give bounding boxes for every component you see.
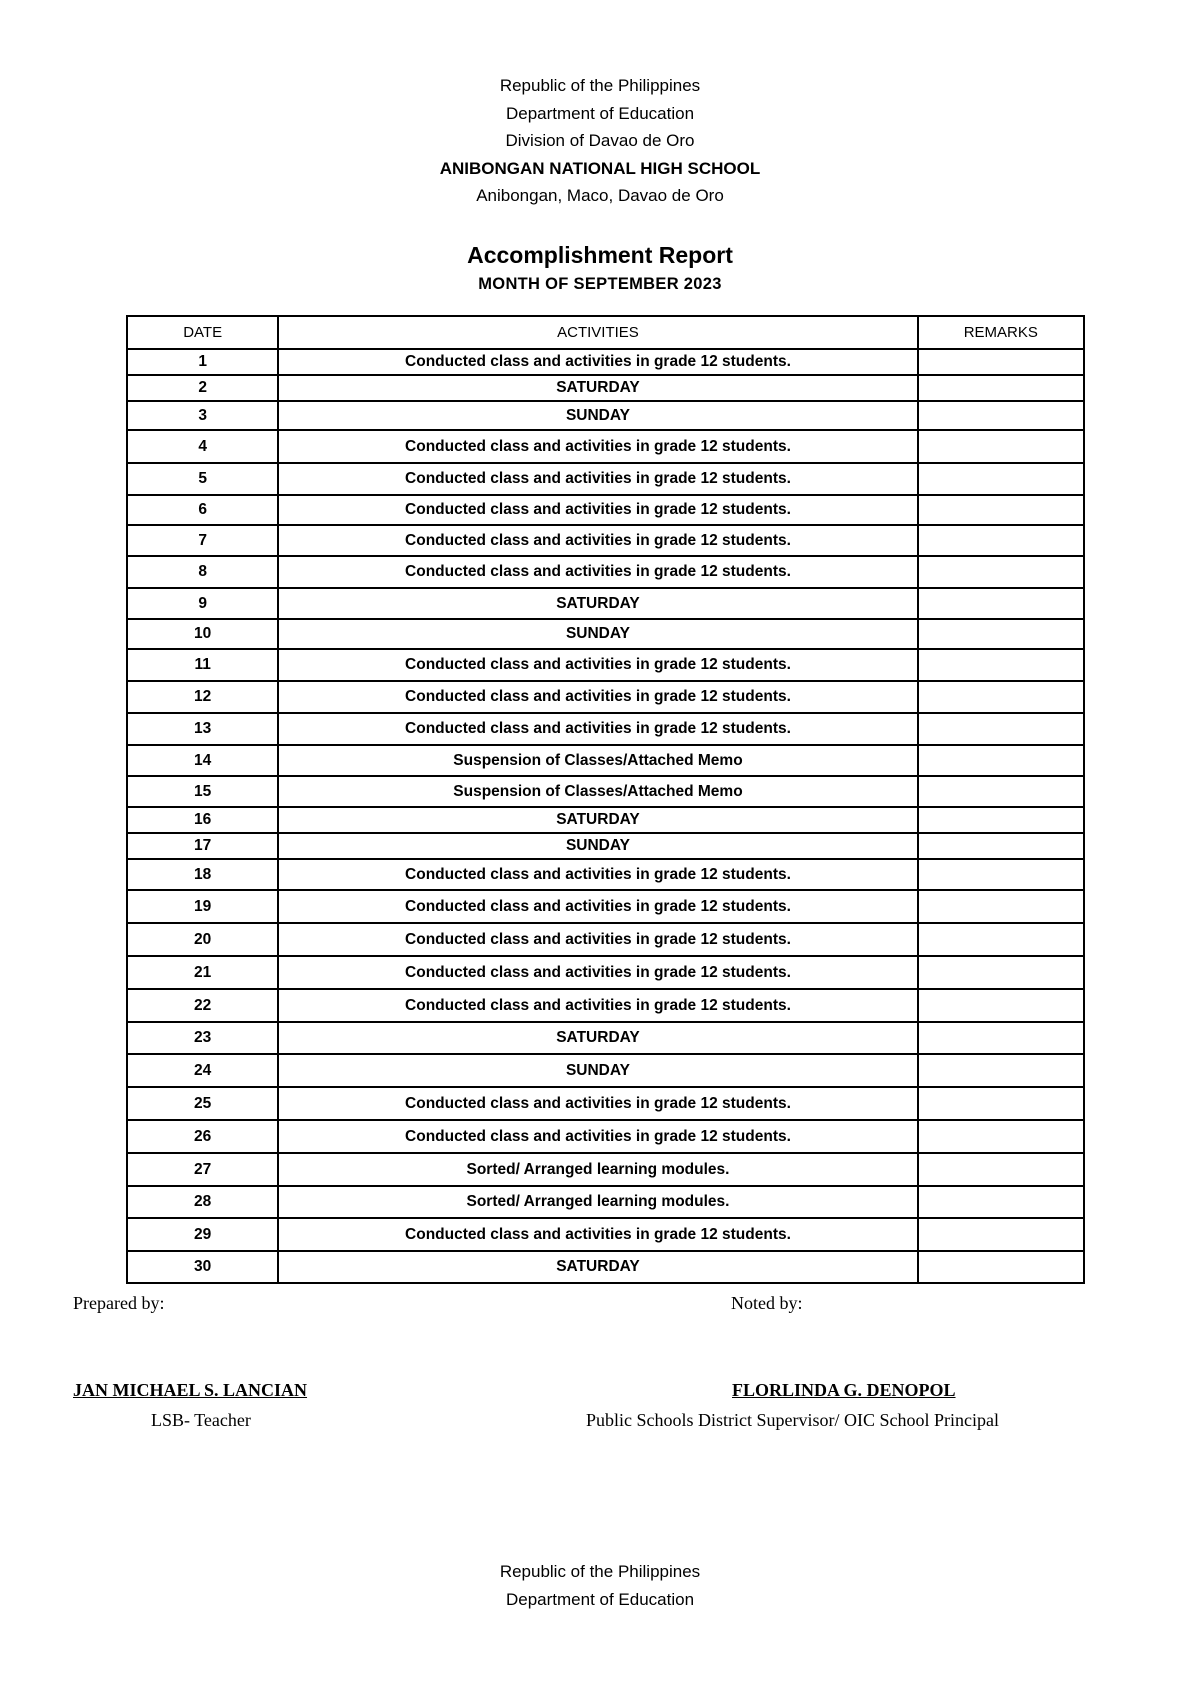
table-row bbox=[127, 1054, 1084, 1087]
cell-date: 28 bbox=[127, 1186, 278, 1218]
cell-date: 29 bbox=[127, 1218, 278, 1251]
cell-date: 11 bbox=[127, 649, 278, 681]
cell-date: 13 bbox=[127, 713, 278, 745]
cell-activity: Conducted class and activities in grade 12 students. bbox=[278, 1218, 917, 1251]
cell-remarks bbox=[918, 1251, 1084, 1283]
cell-activity: SATURDAY bbox=[278, 375, 917, 401]
report-title-block bbox=[0, 240, 1200, 296]
cell-date: 14 bbox=[127, 745, 278, 776]
table-row bbox=[127, 556, 1084, 588]
cell-remarks bbox=[918, 956, 1084, 989]
table-row bbox=[127, 495, 1084, 525]
table-row bbox=[127, 923, 1084, 956]
table-row bbox=[127, 745, 1084, 776]
footer-letterhead bbox=[0, 1558, 1200, 1613]
cell-remarks bbox=[918, 430, 1084, 463]
cell-activity: SATURDAY bbox=[278, 588, 917, 619]
table-row bbox=[127, 463, 1084, 495]
cell-date: 21 bbox=[127, 956, 278, 989]
cell-remarks bbox=[918, 495, 1084, 525]
cell-activity: SUNDAY bbox=[278, 401, 917, 430]
table-row bbox=[127, 833, 1084, 859]
table-body bbox=[127, 349, 1084, 1283]
cell-date: 30 bbox=[127, 1251, 278, 1283]
cell-activity: Conducted class and activities in grade 12 students. bbox=[278, 890, 917, 923]
cell-remarks bbox=[918, 349, 1084, 375]
cell-activity: Conducted class and activities in grade 12 students. bbox=[278, 713, 917, 745]
cell-date: 4 bbox=[127, 430, 278, 463]
table-row bbox=[127, 807, 1084, 833]
cell-activity: Conducted class and activities in grade 12 students. bbox=[278, 859, 917, 890]
cell-remarks bbox=[918, 713, 1084, 745]
table-row bbox=[127, 1186, 1084, 1218]
letterhead bbox=[0, 72, 1200, 210]
cell-remarks bbox=[918, 401, 1084, 430]
cell-date: 7 bbox=[127, 525, 278, 556]
table-row bbox=[127, 859, 1084, 890]
cell-date: 26 bbox=[127, 1120, 278, 1153]
cell-date: 27 bbox=[127, 1153, 278, 1186]
column-header-activities: ACTIVITIES bbox=[278, 316, 917, 349]
cell-activity: Conducted class and activities in grade 12 students. bbox=[278, 556, 917, 588]
cell-remarks bbox=[918, 588, 1084, 619]
cell-activity: Conducted class and activities in grade 12 students. bbox=[278, 923, 917, 956]
cell-remarks bbox=[918, 1120, 1084, 1153]
cell-remarks bbox=[918, 807, 1084, 833]
accomplishment-table bbox=[126, 315, 1085, 1284]
cell-remarks bbox=[918, 745, 1084, 776]
noted-by-label: Noted by: bbox=[731, 1293, 803, 1313]
table-row bbox=[127, 776, 1084, 807]
cell-date: 1 bbox=[127, 349, 278, 375]
cell-activity: Conducted class and activities in grade 12 students. bbox=[278, 495, 917, 525]
cell-remarks bbox=[918, 890, 1084, 923]
prepared-by-label: Prepared by: bbox=[73, 1293, 165, 1313]
cell-activity: SUNDAY bbox=[278, 833, 917, 859]
table-row bbox=[127, 890, 1084, 923]
cell-date: 22 bbox=[127, 989, 278, 1022]
header-department: Department of Education bbox=[505, 103, 695, 123]
cell-activity: SUNDAY bbox=[278, 619, 917, 649]
cell-remarks bbox=[918, 776, 1084, 807]
cell-activity: Conducted class and activities in grade 12 students. bbox=[278, 681, 917, 713]
cell-remarks bbox=[918, 923, 1084, 956]
cell-activity: SATURDAY bbox=[278, 807, 917, 833]
cell-date: 6 bbox=[127, 495, 278, 525]
cell-date: 2 bbox=[127, 375, 278, 401]
header-address: Anibongan, Maco, Davao de Oro bbox=[476, 186, 724, 205]
header-school: ANIBONGAN NATIONAL HIGH SCHOOL bbox=[439, 158, 761, 178]
table-row bbox=[127, 681, 1084, 713]
cell-remarks bbox=[918, 1022, 1084, 1054]
cell-remarks bbox=[918, 556, 1084, 588]
cell-activity: Conducted class and activities in grade 12 students. bbox=[278, 430, 917, 463]
cell-activity: Suspension of Classes/Attached Memo bbox=[278, 745, 917, 776]
table-row bbox=[127, 375, 1084, 401]
cell-remarks bbox=[918, 463, 1084, 495]
cell-remarks bbox=[918, 649, 1084, 681]
cell-remarks bbox=[918, 525, 1084, 556]
table-header-row bbox=[127, 316, 1084, 349]
table-row bbox=[127, 1218, 1084, 1251]
cell-activity: Conducted class and activities in grade 12 students. bbox=[278, 1120, 917, 1153]
cell-date: 3 bbox=[127, 401, 278, 430]
cell-date: 9 bbox=[127, 588, 278, 619]
table-row bbox=[127, 649, 1084, 681]
cell-date: 12 bbox=[127, 681, 278, 713]
column-header-remarks: REMARKS bbox=[918, 316, 1084, 349]
report-title: Accomplishment Report bbox=[467, 242, 733, 268]
cell-activity: Conducted class and activities in grade 12 students. bbox=[278, 649, 917, 681]
preparer-title: LSB- Teacher bbox=[151, 1410, 251, 1430]
cell-date: 10 bbox=[127, 619, 278, 649]
table-row bbox=[127, 1153, 1084, 1186]
table-row bbox=[127, 349, 1084, 375]
table-row bbox=[127, 989, 1084, 1022]
cell-activity: Conducted class and activities in grade 12 students. bbox=[278, 463, 917, 495]
preparer-name: JAN MICHAEL S. LANCIAN bbox=[73, 1380, 308, 1400]
cell-activity: Conducted class and activities in grade 12 students. bbox=[278, 1087, 917, 1120]
table-row bbox=[127, 525, 1084, 556]
noter-title: Public Schools District Supervisor/ OIC School Principal bbox=[586, 1410, 999, 1430]
cell-activity: Conducted class and activities in grade 12 students. bbox=[278, 525, 917, 556]
cell-date: 23 bbox=[127, 1022, 278, 1054]
cell-remarks bbox=[918, 859, 1084, 890]
table-row bbox=[127, 1120, 1084, 1153]
cell-activity: SATURDAY bbox=[278, 1251, 917, 1283]
cell-remarks bbox=[918, 1153, 1084, 1186]
cell-remarks bbox=[918, 1087, 1084, 1120]
cell-date: 24 bbox=[127, 1054, 278, 1087]
cell-date: 15 bbox=[127, 776, 278, 807]
footer-department: Department of Education bbox=[505, 1589, 695, 1609]
table-row bbox=[127, 1022, 1084, 1054]
cell-activity: Sorted/ Arranged learning modules. bbox=[278, 1186, 917, 1218]
cell-activity: Suspension of Classes/Attached Memo bbox=[278, 776, 917, 807]
cell-date: 5 bbox=[127, 463, 278, 495]
table-row bbox=[127, 1087, 1084, 1120]
table-row bbox=[127, 588, 1084, 619]
cell-remarks bbox=[918, 681, 1084, 713]
cell-activity: Conducted class and activities in grade 12 students. bbox=[278, 956, 917, 989]
cell-date: 17 bbox=[127, 833, 278, 859]
cell-activity: Sorted/ Arranged learning modules. bbox=[278, 1153, 917, 1186]
cell-date: 20 bbox=[127, 923, 278, 956]
cell-remarks bbox=[918, 1054, 1084, 1087]
cell-date: 25 bbox=[127, 1087, 278, 1120]
footer-republic: Republic of the Philippines bbox=[499, 1562, 701, 1581]
cell-remarks bbox=[918, 989, 1084, 1022]
header-republic: Republic of the Philippines bbox=[499, 76, 701, 95]
table-row bbox=[127, 430, 1084, 463]
cell-activity: SATURDAY bbox=[278, 1022, 917, 1054]
report-month: MONTH OF SEPTEMBER 2023 bbox=[478, 275, 722, 293]
table-row bbox=[127, 1251, 1084, 1283]
table-row bbox=[127, 713, 1084, 745]
cell-date: 19 bbox=[127, 890, 278, 923]
cell-remarks bbox=[918, 833, 1084, 859]
cell-date: 18 bbox=[127, 859, 278, 890]
column-header-date: DATE bbox=[127, 316, 278, 349]
cell-remarks bbox=[918, 1186, 1084, 1218]
cell-date: 16 bbox=[127, 807, 278, 833]
cell-remarks bbox=[918, 375, 1084, 401]
cell-remarks bbox=[918, 1218, 1084, 1251]
cell-date: 8 bbox=[127, 556, 278, 588]
noter-name: FLORLINDA G. DENOPOL bbox=[732, 1380, 956, 1400]
table-row bbox=[127, 619, 1084, 649]
cell-activity: Conducted class and activities in grade 12 students. bbox=[278, 989, 917, 1022]
cell-activity: Conducted class and activities in grade 12 students. bbox=[278, 349, 917, 375]
table-row bbox=[127, 401, 1084, 430]
table-row bbox=[127, 956, 1084, 989]
cell-remarks bbox=[918, 619, 1084, 649]
cell-activity: SUNDAY bbox=[278, 1054, 917, 1087]
header-division: Division of Davao de Oro bbox=[505, 131, 695, 150]
